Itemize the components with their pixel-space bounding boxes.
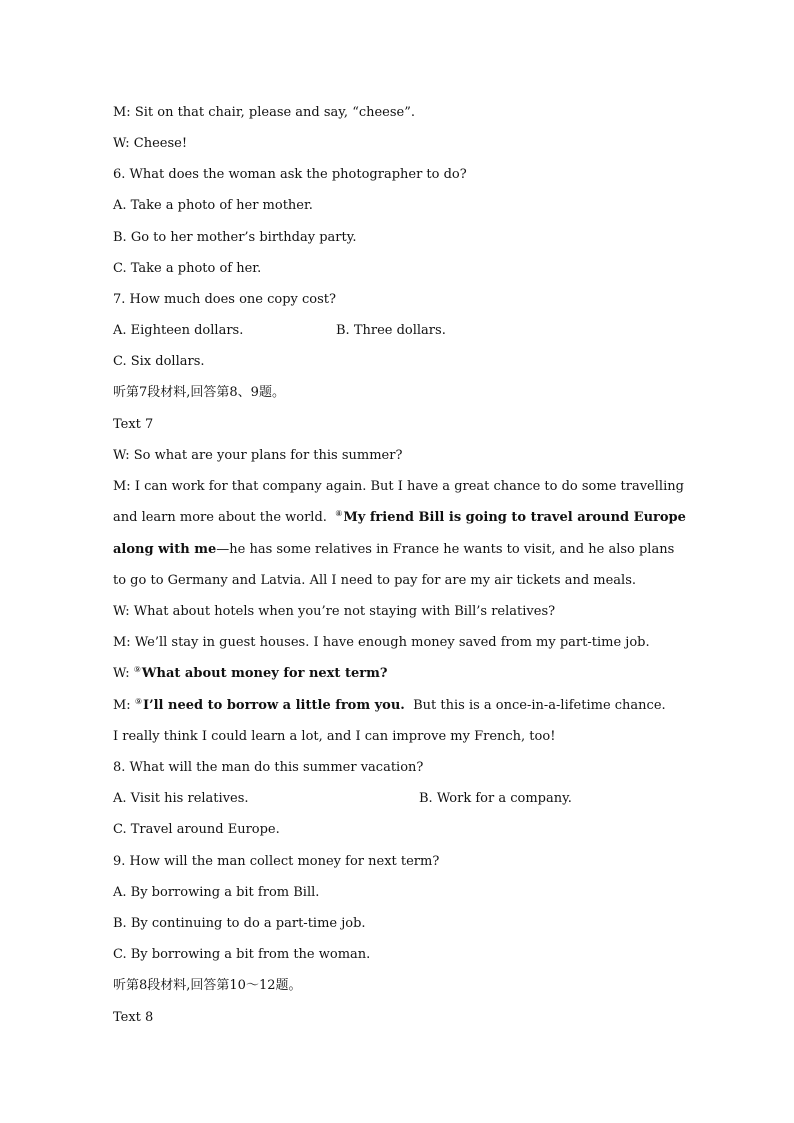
- question-6: 6. What does the woman ask the photographer to do?: [113, 167, 467, 182]
- option-b: B. By continuing to do a part-time job.: [113, 916, 366, 931]
- key-sentence: along with me: [113, 542, 217, 557]
- option-b: B. Three dollars.: [336, 323, 446, 338]
- option-a: A. Take a photo of her mother.: [113, 198, 313, 213]
- dialogue-line: [113, 695, 666, 717]
- marker-9: ⑨: [133, 665, 141, 674]
- options-row: [113, 788, 673, 810]
- marker-8: ⑧: [335, 509, 343, 518]
- option-c: C. Travel around Europe.: [113, 822, 280, 837]
- speaker: W:: [113, 666, 134, 681]
- dialogue-line: M: We’ll stay in guest houses. I have enough money saved from my part-time job.: [113, 635, 650, 650]
- key-sentence: My friend Bill is going to travel around Europe: [343, 510, 686, 525]
- question-9: 9. How will the man collect money for next term?: [113, 854, 440, 869]
- question-8: 8. What will the man do this summer vacation?: [113, 760, 424, 775]
- option-c: C. Six dollars.: [113, 354, 205, 369]
- text-run: —he has some relatives in France he wants to visit, and he also plans: [216, 542, 675, 557]
- dialogue-line: M: I can work for that company again. But I have a great chance to do some travelling: [113, 479, 684, 494]
- option-b: B. Go to her mother’s birthday party.: [113, 230, 357, 245]
- dialogue-line: to go to Germany and Latvia. All I need to pay for are my air tickets and meals.: [113, 573, 637, 588]
- text-heading: Text 8: [113, 1010, 154, 1025]
- option-a: A. Visit his relatives.: [113, 791, 249, 806]
- key-sentence: What about money for next term?: [141, 666, 388, 681]
- marker-9: ⑨: [134, 697, 142, 706]
- speaker: M:: [113, 698, 135, 713]
- section-instruction: 听第7段材料,回答第8、9题。: [113, 385, 285, 400]
- dialogue-line: I really think I could learn a lot, and I can improve my French, too!: [113, 729, 556, 744]
- option-b: B. Work for a company.: [419, 791, 572, 806]
- option-a: A. Eighteen dollars.: [113, 323, 244, 338]
- dialogue-line: W: So what are your plans for this summer?: [113, 448, 403, 463]
- text-heading: Text 7: [113, 417, 154, 432]
- option-c: C. By borrowing a bit from the woman.: [113, 947, 371, 962]
- dialogue-line: [113, 539, 674, 561]
- option-c: C. Take a photo of her.: [113, 261, 262, 276]
- options-row: [113, 320, 673, 342]
- text-run: and learn more about the world.: [113, 510, 336, 525]
- key-sentence: I’ll need to borrow a little from you.: [143, 698, 405, 713]
- text-run: But this is a once-in-a-lifetime chance.: [404, 698, 666, 713]
- dialogue-line: W: Cheese!: [113, 136, 188, 151]
- option-a: A. By borrowing a bit from Bill.: [113, 885, 320, 900]
- question-7: 7. How much does one copy cost?: [113, 292, 336, 307]
- section-instruction: 听第8段材料,回答第10～12题。: [113, 978, 302, 993]
- dialogue-line: [113, 507, 686, 529]
- dialogue-line: M: Sit on that chair, please and say, “cheese”.: [113, 105, 416, 120]
- dialogue-line: W: What about hotels when you’re not staying with Bill’s relatives?: [113, 604, 556, 619]
- dialogue-line: [113, 663, 387, 685]
